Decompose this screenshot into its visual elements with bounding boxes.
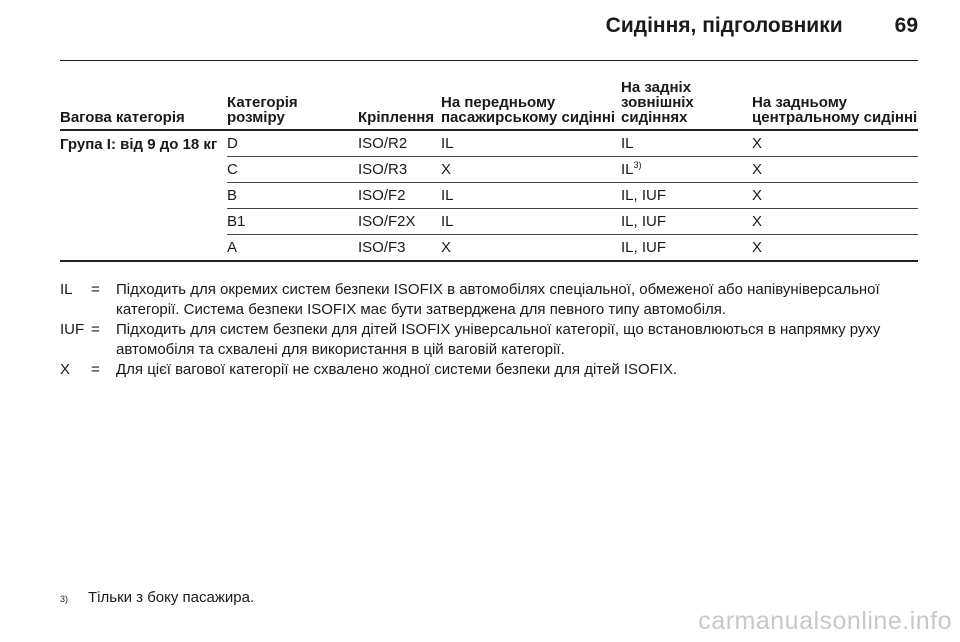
size-cell: A [227, 235, 358, 262]
rear-center-cell: X [752, 235, 918, 262]
legend-description: Підходить для систем безпеки для дітей ISOFIX універсальної категорії, що встановлюються в напрямку руху автомобіля та схвалені для використання в цій ваговій категорії. [116, 321, 881, 358]
header-divider [60, 60, 918, 61]
legend [60, 280, 920, 380]
mount-cell: ISO/F2X [358, 209, 441, 235]
page-title: Сидіння, підголовники [605, 14, 843, 37]
legend-equals: = [91, 321, 100, 338]
front-seat-cell: IL [441, 183, 621, 209]
column-header-rear-outer: На задніх зовнішніх сидіннях [621, 80, 752, 130]
column-header-rear-center: На задньому центральному сидінні [752, 80, 918, 130]
mount-cell: ISO/F2 [358, 183, 441, 209]
rear-outer-cell: IL, IUF [621, 235, 752, 262]
footnote-marker: 3) [60, 594, 69, 604]
size-cell: B1 [227, 209, 358, 235]
rear-outer-cell: IL [621, 130, 752, 157]
legend-item [60, 280, 920, 320]
legend-description: Підходить для окремих систем безпеки ISOFIX в автомобілях спеціальної, обмеженої або напівуніверсальної категорії. Система безпеки ISOFIX має бути затверджена для певного типу автомобіля. [116, 281, 880, 318]
legend-term: IL [60, 281, 73, 298]
mount-cell: ISO/F3 [358, 235, 441, 262]
rear-outer-cell: IL, IUF [621, 209, 752, 235]
isofix-table [60, 80, 918, 262]
legend-description: Для цієї вагової категорії не схвалено жодної системи безпеки для дітей ISOFIX. [116, 361, 678, 378]
front-seat-cell: IL [441, 209, 621, 235]
legend-term: IUF [60, 321, 85, 338]
rear-outer-cell: IL, IUF [621, 183, 752, 209]
mount-cell: ISO/R3 [358, 157, 441, 183]
legend-item [60, 360, 920, 380]
rear-outer-cell: IL$^{3)}$ [621, 157, 752, 183]
column-header-mount: Кріплення [358, 80, 441, 130]
table-row [60, 130, 918, 157]
footnote-ref: 3) [633, 160, 642, 170]
legend-equals: = [91, 281, 100, 298]
weight-group-cell: Група I: від 9 до 18 кг [60, 130, 227, 261]
mount-cell: ISO/R2 [358, 130, 441, 157]
legend-term: X [60, 361, 71, 378]
rear-center-cell: X [752, 130, 918, 157]
rear-center-cell: X [752, 209, 918, 235]
watermark: carmanualsonline.info [698, 607, 952, 635]
rear-center-cell: X [752, 183, 918, 209]
page-number: 69 [894, 14, 918, 37]
legend-item [60, 320, 920, 360]
size-cell: B [227, 183, 358, 209]
legend-equals: = [91, 361, 100, 378]
footnote-text: Тільки з боку пасажира. [88, 589, 255, 606]
column-header-weight: Вагова категорія [60, 80, 227, 130]
column-header-front-seat: На передньому пасажирському сидінні [441, 80, 621, 130]
table-header-row [60, 80, 918, 130]
front-seat-cell: IL [441, 130, 621, 157]
size-cell: D [227, 130, 358, 157]
footnote [60, 589, 254, 606]
column-header-size: Категорія розміру [227, 80, 358, 130]
rear-center-cell: X [752, 157, 918, 183]
size-cell: C [227, 157, 358, 183]
page-header [60, 14, 918, 38]
front-seat-cell: X [441, 235, 621, 262]
front-seat-cell: X [441, 157, 621, 183]
